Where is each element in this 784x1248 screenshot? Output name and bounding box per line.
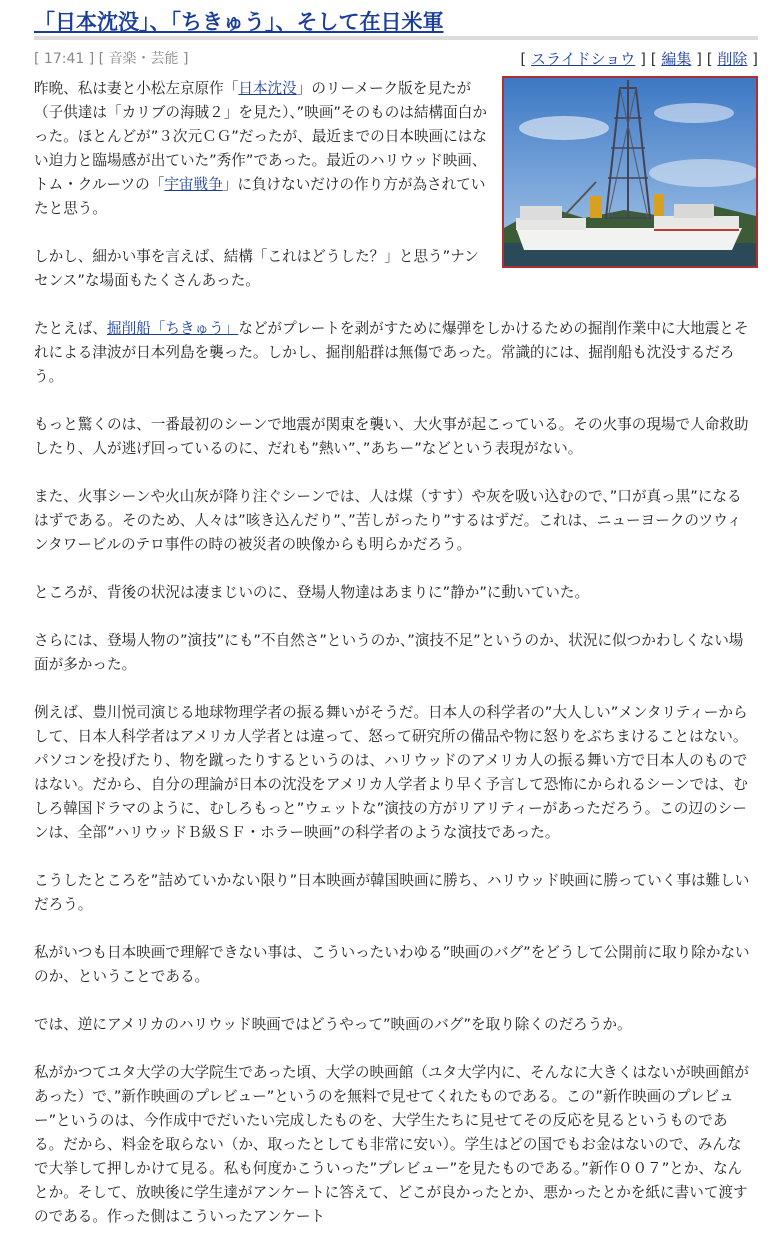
post-actions: [ スライドショウ ] [ 編集 ] [ 削除 ] <box>520 50 758 68</box>
paragraph-6: ところが、背後の状況は凄まじいのに、登場人物達はあまりに”静か”に動いていた。 <box>34 584 590 601</box>
paragraph-10: 私がいつも日本映画で理解できない事は、こういったいわゆる”映画のバグ”をどうして公開前に取り除かないのか、ということである。 <box>34 944 750 985</box>
slideshow-link[interactable]: スライドショウ <box>531 50 636 68</box>
paragraph-2: しかし、細かい事を言えば、結構「これはどうした？」と思う”ナンセンス”な場面もたくさんあった。 <box>34 248 479 289</box>
paragraph-7: さらには、登場人物の”演技”にも”不自然さ”というのか、”演技不足”というのか、状況に似つかわしくない場面が多かった。 <box>34 632 744 673</box>
title-divider <box>34 36 758 40</box>
post-title <box>34 6 444 36</box>
post-body <box>34 77 756 1248</box>
paragraph-12: 私がかつてユタ大学の大学院生であった頃、大学の映画館（ユタ大学内に、そんなに大きくはないが映画館があった）で、”新作映画のプレビュー”というのを無料で見せてくれたものである。この”新作映画のプレビュー”というのは、今作成中でだいたい完成したものを、大学生たちに見せてその反応を見るというものである。だから、料金を取らない（か、取ったとしても非常に安い）。学生はどの国でもお金はないので、みんなで大挙して押しかけて見る。私も何度かこういった”プレビュー”を見たものである。”新作００７”とか、なんとか。そして、放映後に学生達がアンケートに答えて、どこが良かったとか、悪かったとかを紙に書いて渡すのである。作った側はこういったアンケート <box>34 1064 749 1225</box>
edit-link[interactable]: 編集 <box>661 50 692 68</box>
delete-link[interactable]: 削除 <box>717 50 748 68</box>
paragraph-1-part-b: 」のリーメーク版を見たが（子供達は「カリブの海賊２」を見た）、”映画”そのものは結構面白かった。ほとんどが”３次元ＣＧ”だったが、最近までの日本映画にはない迫力と臨場感が出ていた”秀作”であった。最近のハリウッド映画、トム・クルーツの「 <box>34 80 487 193</box>
nihon-chinbotsu-link[interactable]: 日本沈没 <box>238 80 297 97</box>
paragraph-4: もっと驚くのは、一番最初のシーンで地震が関東を襲い、大火事が起こっている。その火事の現場で人命救助したり、人が逃げ回っているのに、だれも”熱い”、”あちー”などという表現がない。 <box>34 416 749 457</box>
chikyu-link[interactable]: 掘削船「ちきゅう」 <box>106 320 239 337</box>
paragraph-8: 例えば、豊川悦司演じる地球物理学者の振る舞いがそうだ。日本人の科学者の”大人しい”メンタリティーからして、日本人科学者はアメリカ人学者とは違って、怒って研究所の備品や物に怒りをぶちまけることはない。パソコンを投げたり、物を蹴ったりするというのは、ハリウッドのアメリカ人の振る舞い方で日本人のものではない。だから、自分の理論が日本の沈没をアメリカ人学者より早く予言して恐怖にかられるシーンでは、むしろ韓国ドラマのように、むしろもっと”ウェットな”演技の方がリアリティーがあっただろう。この辺のシーンは、全部”ハリウッドＢ級ＳＦ・ホラー映画”の科学者のような演技であった。 <box>34 704 748 841</box>
paragraph-3-part-a: たとえば、 <box>34 320 107 337</box>
paragraph-9: こうしたところを”詰めていかない限り”日本映画が韓国映画に勝ち、ハリウッド映画に勝っていく事は難しいだろう。 <box>34 872 750 913</box>
paragraph-1-part-a: 昨晩、私は妻と小松左京原作「 <box>34 80 239 97</box>
post-time: 17:41 <box>43 51 85 67</box>
paragraph-1-part-c: 」に負けないだけの作り方が為されていたと思う。 <box>34 176 486 217</box>
paragraph-11: では、逆にアメリカのハリウッド映画ではどうやって”映画のバグ”を取り除くのだろうか。 <box>34 1016 632 1033</box>
post-meta: [ 17:41 ] [ 音楽・芸能 ] <box>34 51 189 67</box>
post-title-link[interactable]: 「日本沈没」、「ちきゅう」、そして在日米軍 <box>34 10 444 34</box>
uchu-senso-link[interactable]: 宇宙戦争 <box>164 176 223 193</box>
paragraph-3-part-b: などがプレートを剥がすために爆弾をしかけるための掘削作業中に大地震とそれによる津波が日本列島を襲った。しかし、掘削船群は無傷であった。常識的には、掘削船も沈没するだろう。 <box>34 320 749 385</box>
paragraph-1 <box>34 77 492 221</box>
paragraph-5: また、火事シーンや火山灰が降り注ぐシーンでは、人は煤（すす）や灰を吸い込むので、”口が真っ黒”になるはずである。そのため、人々は”咳き込んだり”、”苦しがったり”するはずだ。これは、ニューヨークのツウィンタワービルのテロ事件の時の被災者の映像からも明らかだろう。 <box>34 488 742 553</box>
post-category: 音楽・芸能 <box>108 51 179 67</box>
paragraph-3 <box>34 317 756 389</box>
